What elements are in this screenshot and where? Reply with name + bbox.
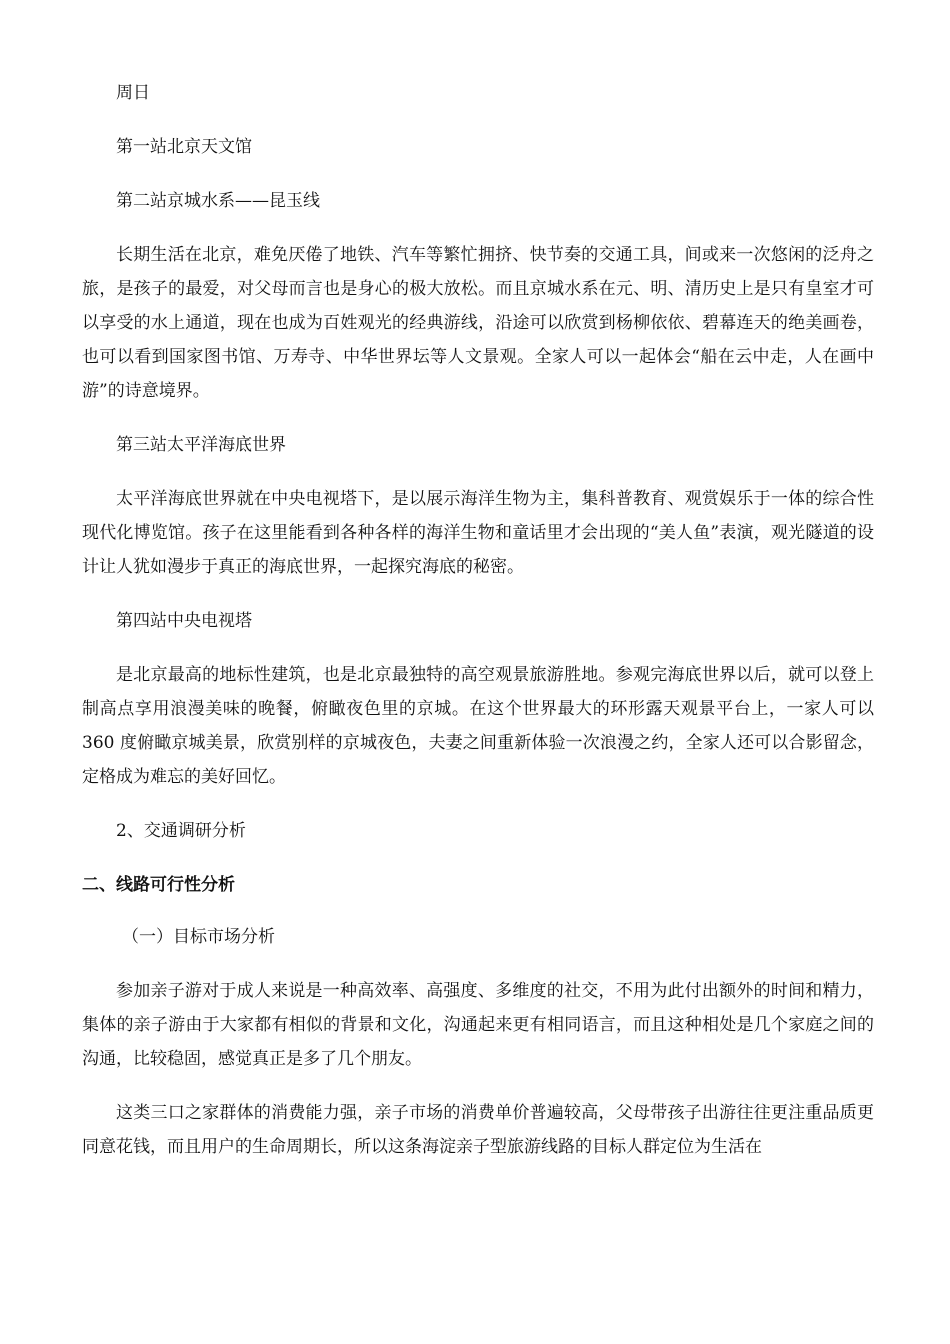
- stop4-title: 第四站中央电视塔: [116, 611, 252, 631]
- document-body: [82, 76, 874, 1184]
- stop3-title: 第三站太平洋海底世界: [116, 435, 286, 455]
- stop3-description: 太平洋海底世界就在中央电视塔下，是以展示海洋生物为主，集科普教育、观赏娱乐于一体的综合性现代化博览馆。孩子在这里能看到各种各样的海洋生物和童话里才会出现的“美人鱼”表演，观光隧道的设计让人犹如漫步于真正的海底世界，一起探究海底的秘密。: [82, 489, 874, 577]
- day-label: 周日: [116, 83, 150, 103]
- market-paragraph-2: 这类三口之家群体的消费能力强，亲子市场的消费单价普遍较高，父母带孩子出游往往更注重品质更同意花钱，而且用户的生命周期长，所以这条海淀亲子型旅游线路的目标人群定位为生活在: [82, 1103, 874, 1157]
- stop4-description: 是北京最高的地标性建筑，也是北京最独特的高空观景旅游胜地。参观完海底世界以后，就可以登上制高点享用浪漫美味的晚餐，俯瞰夜色里的京城。在这个世界最大的环形露天观景平台上，一家人可以 360 度俯瞰京城美景，欣赏别样的京城夜色，夫妻之间重新体验一次浪漫之约，全家人还可以合影留念，定格成为难忘的美好回忆。: [82, 665, 874, 787]
- stop2-description: 长期生活在北京，难免厌倦了地铁、汽车等繁忙拥挤、快节奏的交通工具，间或来一次悠闲的泛舟之旅，是孩子的最爱，对父母而言也是身心的极大放松。而且京城水系在元、明、清历史上是只有皇室才可以享受的水上通道，现在也成为百姓观光的经典游线，沿途可以欣赏到杨柳依依、碧幕连天的绝美画卷，也可以看到国家图书馆、万寿寺、中华世界坛等人文景观。全家人可以一起体会“船在云中走，人在画中游”的诗意境界。: [82, 245, 874, 401]
- traffic-analysis-title: 2、交通调研分析: [116, 821, 246, 841]
- market-paragraph-1: 参加亲子游对于成人来说是一种高效率、高强度、多维度的社交，不用为此付出额外的时间和精力，集体的亲子游由于大家都有相似的背景和文化，沟通起来更有相同语言，而且这种相处是几个家庭之间的沟通，比较稳固，感觉真正是多了几个朋友。: [82, 981, 874, 1069]
- stop1-title: 第一站北京天文馆: [116, 137, 252, 157]
- section-2-heading: 二、线路可行性分析: [82, 875, 235, 895]
- stop2-title: 第二站京城水系——昆玉线: [116, 191, 320, 211]
- subsection-1-heading: （一）目标市场分析: [122, 927, 275, 947]
